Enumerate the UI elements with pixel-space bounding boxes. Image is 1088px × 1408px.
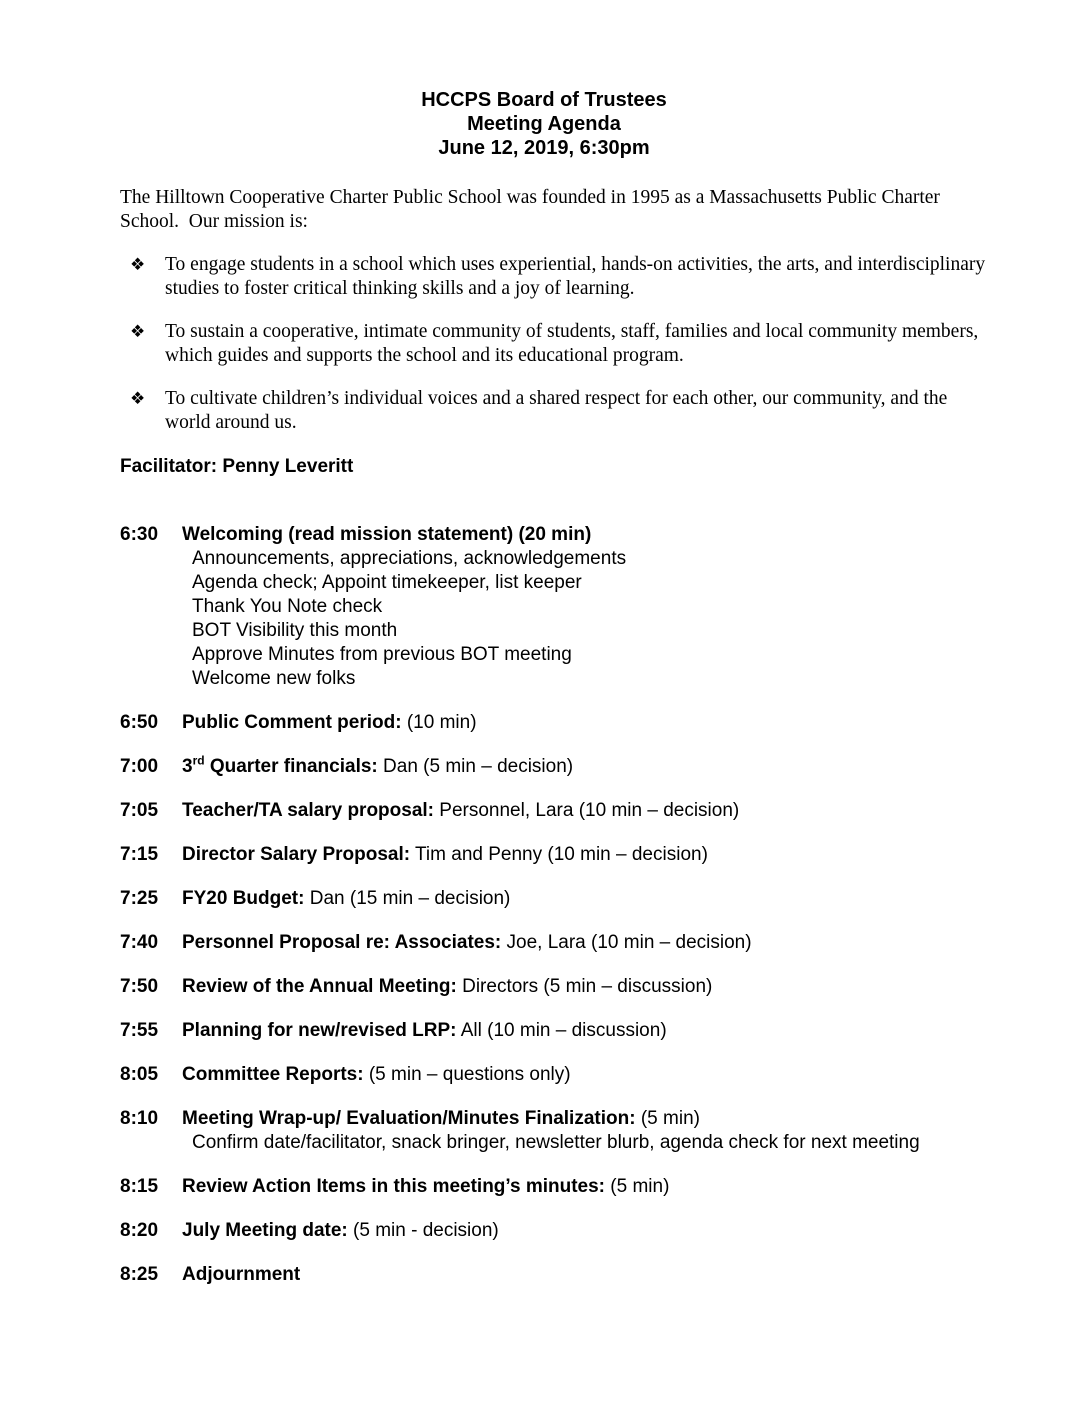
agenda-body <box>182 1019 988 1043</box>
agenda-subitems <box>192 547 988 691</box>
agenda-item <box>120 1107 988 1155</box>
agenda-body <box>182 1175 988 1199</box>
agenda-title: Adjournment <box>182 1264 301 1285</box>
agenda-title: Public Comment period: <box>182 712 402 733</box>
agenda-title: Personnel Proposal re: Associates: <box>182 932 502 953</box>
agenda-time: 7:05 <box>120 800 159 821</box>
agenda-item <box>120 523 988 691</box>
agenda-title: Teacher/TA salary proposal: <box>182 800 435 821</box>
agenda-time: 7:15 <box>120 844 159 865</box>
agenda-detail: (5 min) <box>635 1108 700 1129</box>
agenda-sub-line: Confirm date/facilitator, snack bringer, newsletter blurb, agenda check for next meeting <box>192 1132 920 1153</box>
agenda-time: 7:40 <box>120 932 159 953</box>
agenda-title: Meeting Wrap-up/ Evaluation/Minutes Finalization: <box>182 1108 636 1129</box>
doc-datetime: June 12, 2019, 6:30pm <box>438 137 650 159</box>
agenda-detail: (5 min – questions only) <box>363 1064 571 1085</box>
agenda-title-line <box>182 1219 988 1243</box>
agenda-title-line <box>182 1063 988 1087</box>
agenda-time: 7:55 <box>120 1020 159 1041</box>
agenda-detail: Joe, Lara (10 min – decision) <box>501 932 752 953</box>
agenda-sub-line: Approve Minutes from previous BOT meeting <box>192 644 572 665</box>
agenda-time: 8:25 <box>120 1264 159 1285</box>
doc-subtitle: Meeting Agenda <box>467 113 621 135</box>
agenda-title: Review of the Annual Meeting: <box>182 976 457 997</box>
agenda-item <box>120 843 988 867</box>
doc-title: HCCPS Board of Trustees <box>421 89 667 111</box>
agenda-title-line <box>182 755 988 779</box>
agenda-body <box>182 1219 988 1243</box>
agenda-body <box>182 1063 988 1087</box>
agenda-body <box>182 523 988 691</box>
agenda-sub-line: Thank You Note check <box>192 596 383 617</box>
facilitator-line: Facilitator: Penny Leveritt <box>120 456 354 477</box>
agenda-title: July Meeting date: <box>182 1220 348 1241</box>
agenda-title-line <box>182 1019 988 1043</box>
mission-bullet <box>120 253 988 301</box>
agenda-sub-line: Announcements, appreciations, acknowledgements <box>192 548 627 569</box>
agenda-detail: Dan (15 min – decision) <box>304 888 511 909</box>
agenda-title-line <box>182 931 988 955</box>
agenda-body <box>182 799 988 823</box>
agenda-title: FY20 Budget: <box>182 888 305 909</box>
agenda-time: 6:30 <box>120 524 159 545</box>
diamond-bullet-icon: ❖ <box>130 255 146 274</box>
mission-bullet <box>120 320 988 368</box>
agenda-time: 6:50 <box>120 712 159 733</box>
agenda-item <box>120 1019 988 1043</box>
agenda-body <box>182 887 988 911</box>
agenda-item <box>120 931 988 955</box>
agenda-title: Director Salary Proposal: <box>182 844 411 865</box>
agenda-detail: (5 min - decision) <box>347 1220 499 1241</box>
agenda-title-line <box>182 975 988 999</box>
agenda-title: Review Action Items in this meeting’s minutes: <box>182 1176 606 1197</box>
agenda-title: 3rd Quarter financials: <box>182 753 378 777</box>
diamond-bullet-icon: ❖ <box>130 389 146 408</box>
agenda-title: Committee Reports: <box>182 1064 364 1085</box>
agenda-detail: Personnel, Lara (10 min – decision) <box>434 800 740 821</box>
agenda-title-line <box>182 843 988 867</box>
agenda-time: 7:25 <box>120 888 159 909</box>
mission-bullet-list <box>120 253 988 435</box>
agenda-time: 7:50 <box>120 976 159 997</box>
agenda-detail: (5 min) <box>605 1176 670 1197</box>
agenda-body <box>182 1263 988 1287</box>
agenda-body <box>182 843 988 867</box>
agenda-sub-line: Agenda check; Appoint timekeeper, list keeper <box>192 572 582 593</box>
agenda-title-line <box>182 523 988 547</box>
agenda-item <box>120 711 988 735</box>
mission-bullet-text: To sustain a cooperative, intimate community of students, staff, families and local community members, which guides and supports the school and its educational program. <box>165 321 979 366</box>
agenda-detail: Directors (5 min – discussion) <box>456 976 713 997</box>
mission-bullet <box>120 387 988 435</box>
agenda-body <box>182 711 988 735</box>
intro-paragraph: The Hilltown Cooperative Charter Public School was founded in 1995 as a Massachusetts Public Charter School. Our mission is: <box>120 187 945 232</box>
agenda-title-line <box>182 799 988 823</box>
agenda-sub-line: BOT Visibility this month <box>192 620 398 641</box>
mission-bullet-text: To engage students in a school which uses experiential, hands-on activities, the arts, and interdisciplinary studies to foster critical thinking skills and a joy of learning. <box>165 254 986 299</box>
agenda-title-line <box>182 1263 988 1287</box>
agenda-time: 8:20 <box>120 1220 159 1241</box>
agenda-item <box>120 1263 988 1287</box>
agenda-item <box>120 887 988 911</box>
agenda-body <box>182 755 988 779</box>
agenda-subitems <box>192 1131 988 1155</box>
agenda-item <box>120 1063 988 1087</box>
agenda-body <box>182 1107 988 1155</box>
agenda-time: 8:10 <box>120 1108 159 1129</box>
agenda-title-line <box>182 887 988 911</box>
mission-bullet-text: To cultivate children’s individual voices and a shared respect for each other, our community, and the world around us. <box>165 388 948 433</box>
agenda-list <box>120 523 988 1287</box>
agenda-time: 8:05 <box>120 1064 159 1085</box>
agenda-body <box>182 931 988 955</box>
ordinal-superscript: rd <box>192 753 205 768</box>
agenda-title-line <box>182 1107 988 1131</box>
agenda-title-line <box>182 1175 988 1199</box>
agenda-title-line <box>182 711 988 735</box>
agenda-detail: Tim and Penny (10 min – decision) <box>410 844 708 865</box>
agenda-title: Planning for new/revised LRP: <box>182 1020 457 1041</box>
agenda-title: Welcoming (read mission statement) (20 min) <box>182 524 592 545</box>
agenda-item <box>120 1175 988 1199</box>
diamond-bullet-icon: ❖ <box>130 322 146 341</box>
agenda-body <box>182 975 988 999</box>
agenda-sub-line: Welcome new folks <box>192 668 356 689</box>
agenda-item <box>120 975 988 999</box>
document-header <box>100 88 988 160</box>
agenda-detail: All (10 min – discussion) <box>456 1020 667 1041</box>
agenda-time: 8:15 <box>120 1176 159 1197</box>
agenda-item <box>120 755 988 779</box>
agenda-detail: (10 min) <box>401 712 477 733</box>
agenda-time: 7:00 <box>120 756 159 777</box>
agenda-detail: Dan (5 min – decision) <box>377 756 574 777</box>
agenda-item <box>120 799 988 823</box>
agenda-item <box>120 1219 988 1243</box>
